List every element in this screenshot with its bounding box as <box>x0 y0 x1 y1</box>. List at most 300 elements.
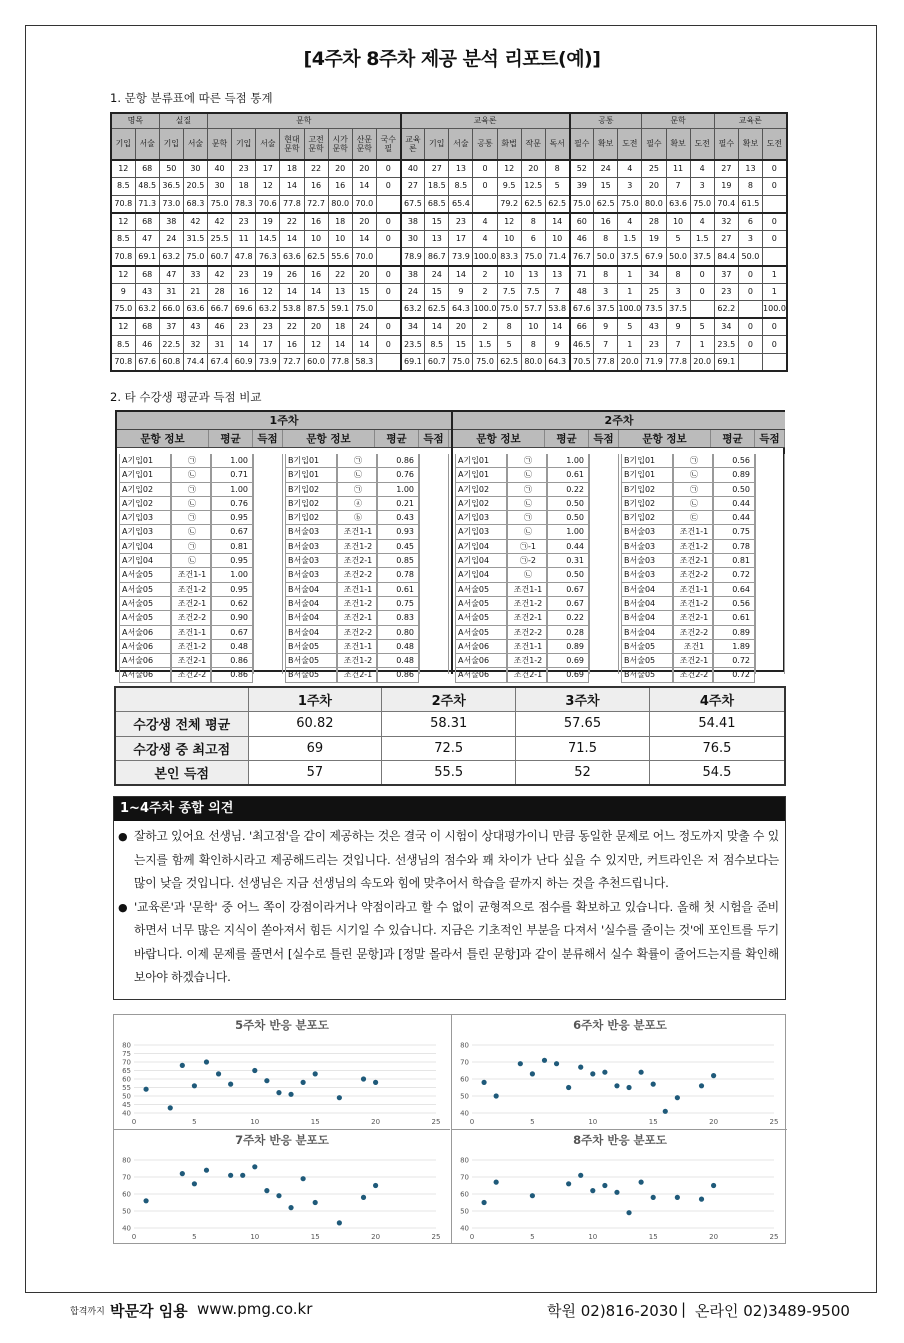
table-cell: 0 <box>376 213 400 231</box>
table-row: 수강생 중 최고점 69 72.5 71.5 76.5 <box>115 736 785 761</box>
table-cell: 87.5 <box>304 301 328 319</box>
table-cell: 40 <box>401 160 425 178</box>
data-point <box>530 1071 535 1076</box>
table-cell: 8 <box>666 266 690 284</box>
table-cell: 70.8 <box>111 354 135 372</box>
y-tick-label: 60 <box>122 1190 131 1199</box>
column-header: 국수필 <box>376 128 400 160</box>
column-header: 교육론 <box>401 128 425 160</box>
table-cell: 20 <box>328 160 352 178</box>
table-row: 수강생 전체 평균 60.82 58.31 57.65 54.41 <box>115 712 785 737</box>
table-cell: 60.0 <box>304 354 328 372</box>
list-item: B기입01 ㉡ 0.76 <box>285 468 419 482</box>
table-cell: 46 <box>208 318 232 336</box>
table-cell: 14 <box>352 230 376 248</box>
table-cell: 0 <box>376 283 400 301</box>
data-point <box>699 1197 704 1202</box>
table-cell: 20 <box>642 178 666 196</box>
table-row <box>111 178 787 196</box>
x-tick-label: 0 <box>469 1233 475 1241</box>
table-cell: 0 <box>738 266 762 284</box>
data-point <box>481 1080 486 1085</box>
data-point <box>663 1109 668 1114</box>
y-tick-label: 65 <box>122 1067 131 1075</box>
column-header: 화법 <box>497 128 521 160</box>
table-cell: 77.8 <box>594 354 618 372</box>
list-item: A기입02 ㉡ 0.76 <box>119 497 253 511</box>
table-cell: 50.0 <box>666 248 690 266</box>
table-cell: 42 <box>183 213 207 231</box>
data-point <box>651 1195 656 1200</box>
data-point <box>711 1073 716 1078</box>
group-header: 교육론 <box>401 113 570 128</box>
table-cell: 10 <box>666 213 690 231</box>
table-cell: 63.6 <box>666 195 690 213</box>
list-item: A서술06 조건1-2 0.69 <box>455 654 589 668</box>
table-cell: 53.8 <box>280 301 304 319</box>
table-cell: 42 <box>208 266 232 284</box>
table-cell: 22 <box>304 160 328 178</box>
list-item: B서술05 조건2-1 0.86 <box>285 668 419 682</box>
y-tick-label: 50 <box>122 1207 131 1216</box>
table-cell: 70.8 <box>111 195 135 213</box>
data-point <box>530 1193 535 1198</box>
table-cell: 7.5 <box>521 283 545 301</box>
list-item: B서술05 조건2-2 0.72 <box>621 668 755 682</box>
table-cell: 0 <box>376 178 400 196</box>
week-header: 1주차 <box>117 412 451 430</box>
list-item: A기입04 ㉡ 0.95 <box>119 554 253 568</box>
column-header: 산문문학 <box>352 128 376 160</box>
group-header: 문학 <box>642 113 714 128</box>
group-header: 실질 <box>159 113 207 128</box>
table-cell: 57.7 <box>521 301 545 319</box>
x-tick-label: 5 <box>192 1118 197 1126</box>
footer: 합격까지 박문각 임용 www.pmg.co.kr 학원 02)816-2030 | 온라인 02)3489-9500 <box>70 1300 850 1320</box>
table-cell: 10 <box>328 230 352 248</box>
data-point <box>252 1164 257 1169</box>
table-cell: 63.2 <box>159 248 183 266</box>
table-cell: 27 <box>401 178 425 196</box>
list-item: A기입02 ㉠ 0.22 <box>455 483 589 497</box>
x-tick-label: 0 <box>131 1233 137 1241</box>
list-item: A기입01 ㉠ 1.00 <box>119 454 253 468</box>
table-cell: 10 <box>545 230 569 248</box>
table-cell: 1 <box>763 283 787 301</box>
table-cell: 9 <box>545 336 569 354</box>
table-cell: 12 <box>111 160 135 178</box>
table-cell: 19 <box>642 230 666 248</box>
scatter-chart <box>114 1129 450 1243</box>
table-cell: 48.5 <box>135 178 159 196</box>
table-cell: 14 <box>352 336 376 354</box>
y-tick-label: 50 <box>122 1092 131 1101</box>
table-cell <box>376 354 400 372</box>
score-column <box>253 454 283 674</box>
y-tick-label: 60 <box>122 1075 131 1084</box>
column-header: 서술 <box>449 128 473 160</box>
footer-online-phone: 온라인 02)3489-9500 <box>695 1302 850 1320</box>
table-cell: 79.2 <box>497 195 521 213</box>
table-cell: 14 <box>425 318 449 336</box>
list-item: B서술03 조건1-2 0.78 <box>621 540 755 554</box>
table-cell: 67.6 <box>135 354 159 372</box>
table-cell: 28 <box>208 283 232 301</box>
table-cell: 14 <box>545 213 569 231</box>
footer-url[interactable]: www.pmg.co.kr <box>197 1300 313 1318</box>
table-cell: 77.8 <box>666 354 690 372</box>
table-cell: 60.9 <box>232 354 256 372</box>
table-cell: 78.3 <box>232 195 256 213</box>
data-point <box>554 1061 559 1066</box>
data-point <box>639 1070 644 1075</box>
group-header: 문학 <box>208 113 401 128</box>
week2-panel <box>451 412 785 680</box>
y-tick-label: 70 <box>460 1173 469 1182</box>
group-header: 교육론 <box>714 113 786 128</box>
y-tick-label: 70 <box>460 1058 469 1067</box>
list-item: A서술05 조건1-2 0.67 <box>455 597 589 611</box>
table-cell: 9 <box>666 318 690 336</box>
table-cell: 64.3 <box>449 301 473 319</box>
table-cell: 63.6 <box>280 248 304 266</box>
table-cell: 26 <box>280 266 304 284</box>
list-item: B서술04 조건1-2 0.56 <box>621 597 755 611</box>
table-cell <box>376 301 400 319</box>
table-cell: 19 <box>256 266 280 284</box>
table-cell: 0 <box>690 283 714 301</box>
list-item: B서술05 조건2-1 0.72 <box>621 654 755 668</box>
table-cell: 78.9 <box>401 248 425 266</box>
data-point <box>614 1190 619 1195</box>
data-point <box>651 1082 656 1087</box>
list-item: B서술03 조건2-2 0.78 <box>285 568 419 582</box>
list-item: B기입02 ㉠ 0.50 <box>621 483 755 497</box>
table-cell: 68 <box>135 160 159 178</box>
table-cell: 70.6 <box>256 195 280 213</box>
data-point <box>373 1183 378 1188</box>
list-item: B서술05 조건1-1 0.48 <box>285 640 419 654</box>
table-cell: 34 <box>642 266 666 284</box>
list-item: B기입01 ㉠ 0.56 <box>621 454 755 468</box>
table-cell: 46 <box>570 230 594 248</box>
table-cell <box>738 354 762 372</box>
table-cell: 53.8 <box>545 301 569 319</box>
table-cell: 28 <box>642 213 666 231</box>
table-cell: 20 <box>352 160 376 178</box>
table-cell: 65.4 <box>449 195 473 213</box>
data-point <box>228 1173 233 1178</box>
table-cell: 24 <box>401 283 425 301</box>
x-tick-label: 15 <box>648 1233 658 1241</box>
table-cell: 18.5 <box>425 178 449 196</box>
scatter-charts <box>113 1014 786 1244</box>
list-item: A서술06 조건2-1 0.69 <box>455 668 589 682</box>
list-item: A기입01 ㉡ 0.61 <box>455 468 589 482</box>
table-cell: 72.7 <box>304 195 328 213</box>
table-cell: 5 <box>497 336 521 354</box>
list-item: B서술04 조건2-2 0.89 <box>621 626 755 640</box>
table-cell: 22 <box>280 213 304 231</box>
table-cell: 24 <box>159 230 183 248</box>
table-cell: 61.5 <box>738 195 762 213</box>
table-row <box>111 248 787 266</box>
table-cell: 2 <box>473 266 497 284</box>
scatter-chart <box>451 1015 787 1129</box>
table-cell: 15 <box>449 336 473 354</box>
opinion-paragraph-1: ● 잘하고 있어요 선생님. '최고점'을 같이 제공하는 것은 결국 이 시험이 상대평가이니 만큼 동일한 문제로 어느 정도까지 맞출 수 있는지를 함께 확인하시라고 제공해드리는 것입니다. 선생님의 점수와 꽤 차이가 난다 싶을 수 있지만, 커트라인은 저 점수보다는 많이 낮을 것입니다. 선생님은 지금 선생님의 속도와 힘에 맞추어서 학습을 끝까지 하는 것을 추천드립니다. <box>120 825 779 896</box>
table-cell: 11 <box>232 230 256 248</box>
table-cell <box>763 354 787 372</box>
data-point <box>143 1198 148 1203</box>
table-cell: 73.9 <box>256 354 280 372</box>
table-row <box>111 230 787 248</box>
table-cell: 12 <box>111 318 135 336</box>
table-cell: 13 <box>449 160 473 178</box>
table-cell: 80.0 <box>642 195 666 213</box>
list-item: A기입02 ㉠ 1.00 <box>119 483 253 497</box>
list-item: A기입03 ㉠ 0.95 <box>119 511 253 525</box>
table-cell: 60 <box>570 213 594 231</box>
table-cell: 21 <box>183 283 207 301</box>
table-cell: 75.0 <box>111 301 135 319</box>
table-cell: 43 <box>183 318 207 336</box>
table-cell: 60.7 <box>425 354 449 372</box>
score-column <box>419 454 449 674</box>
table-cell: 46.5 <box>570 336 594 354</box>
list-item: B서술04 조건2-1 0.61 <box>621 611 755 625</box>
table-cell: 14 <box>304 283 328 301</box>
table-cell: 6 <box>521 230 545 248</box>
table-cell: 27 <box>714 160 738 178</box>
table-row <box>111 266 787 284</box>
table-cell: 100.0 <box>763 301 787 319</box>
table-cell: 7.5 <box>497 283 521 301</box>
table-cell: 14 <box>545 318 569 336</box>
x-tick-label: 10 <box>588 1233 598 1241</box>
table-cell: 1 <box>763 266 787 284</box>
score-column <box>755 454 785 674</box>
table-row <box>111 160 787 178</box>
table-cell: 13 <box>425 230 449 248</box>
data-point <box>566 1181 571 1186</box>
data-point <box>699 1083 704 1088</box>
table-cell: 15 <box>425 283 449 301</box>
table-cell: 30 <box>183 160 207 178</box>
y-tick-label: 80 <box>122 1156 131 1165</box>
list-item: A서술06 조건2-1 0.86 <box>119 654 253 668</box>
list-item: A기입04 ㉠ 0.81 <box>119 540 253 554</box>
column-header: 확보 <box>594 128 618 160</box>
table-cell: 33 <box>183 266 207 284</box>
list-item: A기입01 ㉠ 1.00 <box>455 454 589 468</box>
table-cell: 16 <box>304 213 328 231</box>
table-cell: 0 <box>473 160 497 178</box>
data-point <box>276 1090 281 1095</box>
table-cell: 75.0 <box>473 354 497 372</box>
table-cell: 38 <box>401 266 425 284</box>
table-cell: 66 <box>570 318 594 336</box>
y-tick-label: 40 <box>122 1224 131 1233</box>
table-cell: 0 <box>376 266 400 284</box>
x-tick-label: 25 <box>769 1233 779 1241</box>
x-tick-label: 20 <box>709 1233 719 1241</box>
x-tick-label: 20 <box>371 1118 381 1126</box>
table-cell: 58.3 <box>352 354 376 372</box>
table-cell: 6 <box>738 213 762 231</box>
table-cell: 15 <box>425 213 449 231</box>
x-tick-label: 5 <box>192 1233 197 1241</box>
table-cell: 0 <box>763 336 787 354</box>
table-cell: 5 <box>690 318 714 336</box>
y-tick-label: 80 <box>122 1041 131 1050</box>
table-cell: 0 <box>763 160 787 178</box>
table-cell: 25 <box>642 160 666 178</box>
stats-table <box>110 112 788 372</box>
y-tick-label: 60 <box>460 1075 469 1084</box>
table-cell: 66.0 <box>159 301 183 319</box>
list-item: B서술04 조건1-2 0.75 <box>285 597 419 611</box>
column-header: 문학 <box>208 128 232 160</box>
table-cell: 23.5 <box>401 336 425 354</box>
data-point <box>337 1220 342 1225</box>
column-header: 도전 <box>690 128 714 160</box>
table-cell: 63.6 <box>183 301 207 319</box>
table-cell: 77.8 <box>280 195 304 213</box>
x-tick-label: 20 <box>371 1233 381 1241</box>
table-cell: 0 <box>690 266 714 284</box>
table-cell: 1 <box>690 336 714 354</box>
table-cell: 20.0 <box>618 354 642 372</box>
data-point <box>675 1095 680 1100</box>
table-cell: 71 <box>570 266 594 284</box>
chart-title: 6주차 반응 분포도 <box>573 1018 667 1032</box>
table-cell: 2 <box>473 283 497 301</box>
table-cell: 20 <box>352 266 376 284</box>
table-cell: 70.0 <box>352 195 376 213</box>
table-cell: 14 <box>449 266 473 284</box>
column-header: 필수 <box>570 128 594 160</box>
table-cell: 38 <box>401 213 425 231</box>
data-point <box>264 1188 269 1193</box>
score-column <box>589 454 619 674</box>
table-cell: 22.5 <box>159 336 183 354</box>
table-cell: 20 <box>449 318 473 336</box>
table-cell: 13 <box>738 160 762 178</box>
data-point <box>711 1183 716 1188</box>
table-cell: 16 <box>232 283 256 301</box>
y-tick-label: 55 <box>122 1084 131 1092</box>
sub-header: 문항 정보 평균 득점 문항 정보 평균 득점 <box>453 430 785 448</box>
list-item: B서술03 조건2-1 0.85 <box>285 554 419 568</box>
comparison-table <box>115 410 785 680</box>
data-point <box>602 1183 607 1188</box>
table-cell: 7 <box>666 178 690 196</box>
table-cell: 4 <box>690 213 714 231</box>
table-cell: 3 <box>618 178 642 196</box>
footer-academy-phone: 학원 02)816-2030 <box>547 1302 678 1320</box>
x-tick-label: 15 <box>310 1118 320 1126</box>
column-header: 공통 <box>473 128 497 160</box>
opinion-title: 1~4주차 종합 의견 <box>114 797 785 821</box>
table-cell: 16 <box>594 213 618 231</box>
table-cell: 24 <box>425 266 449 284</box>
table-cell: 0 <box>763 213 787 231</box>
table-cell: 47 <box>159 266 183 284</box>
list-item: B기입02 ⓑ 0.43 <box>285 511 419 525</box>
table-cell: 12 <box>497 213 521 231</box>
table-cell <box>376 248 400 266</box>
data-point <box>518 1061 523 1066</box>
x-tick-label: 5 <box>530 1118 535 1126</box>
table-cell: 4 <box>473 230 497 248</box>
table-cell: 20.0 <box>690 354 714 372</box>
table-cell: 4 <box>618 213 642 231</box>
table-cell: 14 <box>352 178 376 196</box>
data-point <box>481 1200 486 1205</box>
x-tick-label: 10 <box>250 1233 260 1241</box>
table-cell: 9 <box>449 283 473 301</box>
table-cell: 50.0 <box>738 248 762 266</box>
table-cell: 20 <box>304 318 328 336</box>
list-item: B기입02 ㉠ 1.00 <box>285 483 419 497</box>
table-cell: 73.9 <box>449 248 473 266</box>
list-item: A서술06 조건1-2 0.48 <box>119 640 253 654</box>
list-item: B서술04 조건1-1 0.61 <box>285 583 419 597</box>
table-cell: 0 <box>376 230 400 248</box>
list-item: B서술05 조건1-2 0.48 <box>285 654 419 668</box>
table-cell: 46 <box>135 336 159 354</box>
chart-title: 8주차 반응 분포도 <box>573 1133 667 1147</box>
section-1-heading: 1. 문항 분류표에 따른 득점 통계 <box>110 91 273 105</box>
column-header: 고전문학 <box>304 128 328 160</box>
table-cell: 18 <box>232 178 256 196</box>
table-cell: 73.5 <box>642 301 666 319</box>
y-tick-label: 40 <box>122 1109 131 1118</box>
table-cell <box>738 301 762 319</box>
table-cell: 2 <box>473 318 497 336</box>
table-cell: 43 <box>642 318 666 336</box>
table-cell: 3 <box>690 178 714 196</box>
data-point <box>639 1180 644 1185</box>
table-cell: 1.5 <box>690 230 714 248</box>
data-point <box>614 1083 619 1088</box>
table-cell: 72.7 <box>280 354 304 372</box>
table-cell: 71.4 <box>545 248 569 266</box>
x-tick-label: 15 <box>648 1118 658 1126</box>
table-cell: 43 <box>135 283 159 301</box>
list-item: A기입03 ㉡ 0.67 <box>119 525 253 539</box>
table-cell: 0 <box>376 160 400 178</box>
table-cell: 17 <box>256 160 280 178</box>
data-point <box>313 1071 318 1076</box>
table-cell: 7 <box>545 283 569 301</box>
list-item: B서술04 조건2-2 0.80 <box>285 626 419 640</box>
data-point <box>216 1071 221 1076</box>
table-cell: 9 <box>594 318 618 336</box>
list-item: B서술03 조건1-1 0.75 <box>621 525 755 539</box>
table-cell: 32 <box>183 336 207 354</box>
table-cell: 64.3 <box>545 354 569 372</box>
week1-panel <box>117 412 451 680</box>
table-cell: 62.2 <box>714 301 738 319</box>
table-cell: 62.5 <box>304 248 328 266</box>
table-cell: 20 <box>521 160 545 178</box>
table-cell: 12 <box>256 283 280 301</box>
table-cell: 0 <box>763 178 787 196</box>
column-header: 확보 <box>666 128 690 160</box>
data-point <box>602 1070 607 1075</box>
